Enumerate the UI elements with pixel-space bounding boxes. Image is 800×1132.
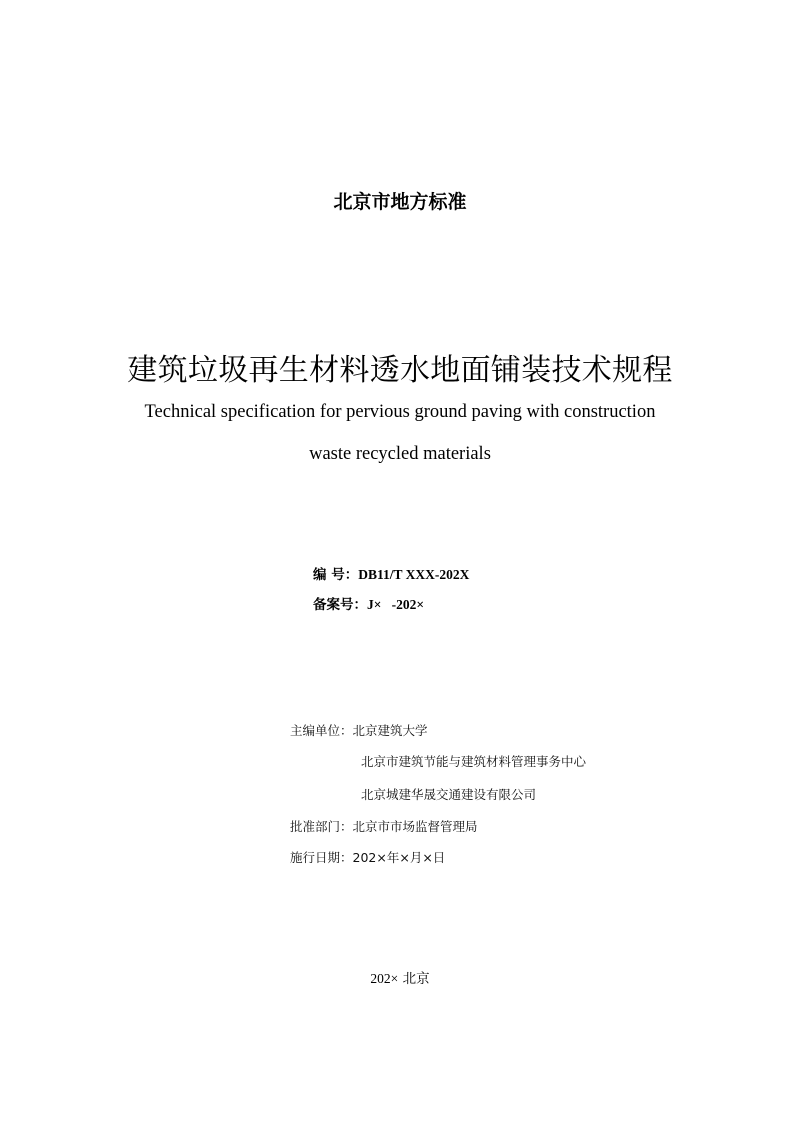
effective-date-value: 202×年×月×日 [352, 850, 446, 865]
approving-department-value: 北京市市场监督管理局 [352, 819, 478, 834]
standard-code [313, 565, 469, 585]
document-title-chinese: 建筑垃圾再生材料透水地面铺装技术规程 [127, 353, 673, 388]
effective-date-label: 施行日期： [290, 850, 353, 865]
publication-year-place [0, 969, 800, 989]
publication-place: 北京 [398, 971, 430, 987]
document-title-english-line-2: waste recycled materials [309, 444, 491, 464]
publication-year: 202× [370, 971, 399, 986]
approving-department-label: 批准部门： [290, 819, 353, 834]
standard-type-heading: 北京市地方标准 [333, 191, 467, 213]
document-title-english-line-1: Technical specification for pervious ground paving with construction [144, 402, 656, 422]
standard-code-label: 编 号： [313, 567, 359, 583]
chief-editor-org-1: 北京建筑大学 [352, 723, 428, 738]
approving-department [290, 817, 478, 837]
record-number [313, 595, 424, 615]
chief-editor-org-2: 北京市建筑节能与建筑材料管理事务中心 [361, 754, 587, 769]
record-number-value: J× -202× [367, 597, 425, 612]
chief-editor-label: 主编单位： [290, 723, 353, 738]
effective-date [290, 848, 445, 868]
record-number-label: 备案号： [313, 597, 367, 613]
chief-editor-org-3: 北京城建华晟交通建设有限公司 [361, 787, 537, 802]
chief-editor-unit [290, 721, 428, 741]
standard-code-value: DB11/T XXX-202X [358, 567, 470, 582]
